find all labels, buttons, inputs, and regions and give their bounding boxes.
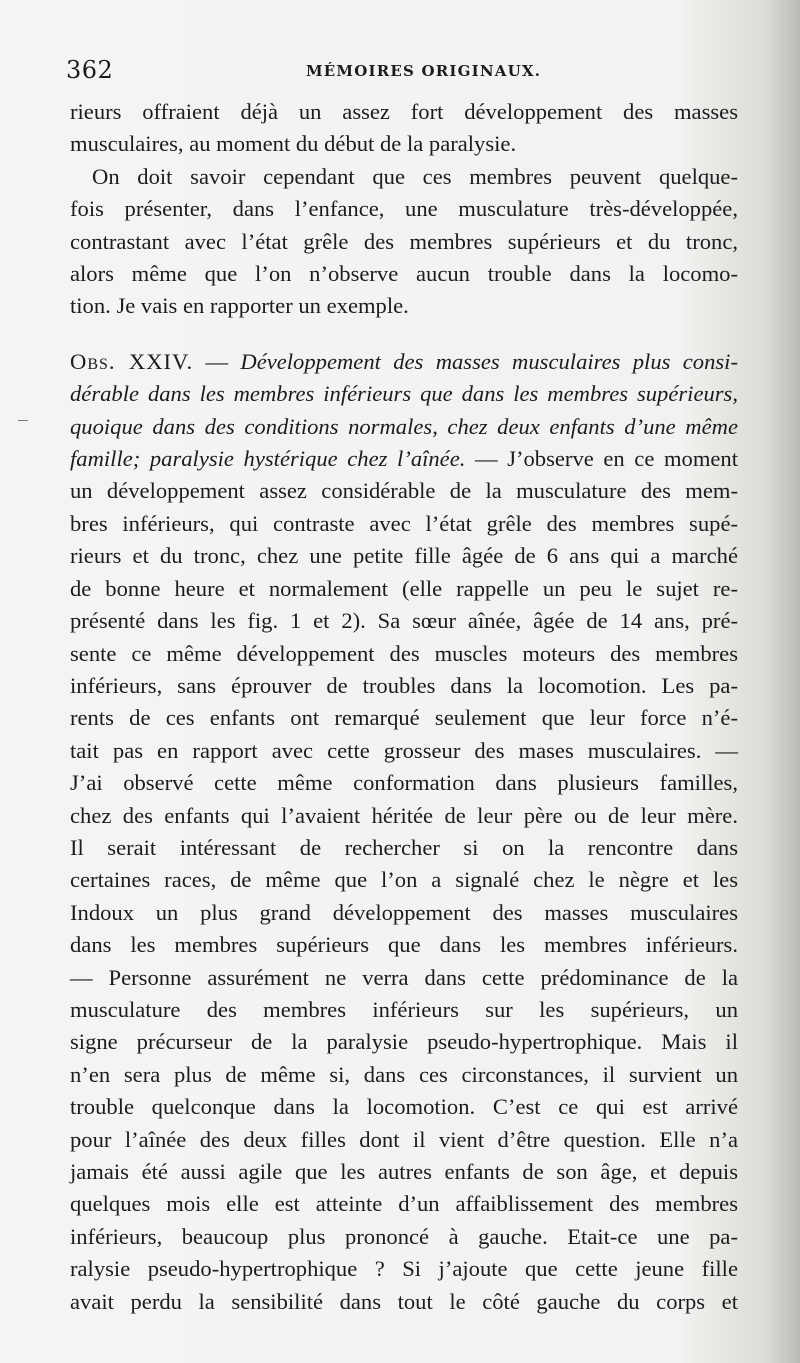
text-line: — Personne assurément ne verra dans cette prédominance de la bbox=[70, 964, 738, 990]
observation-dash: — bbox=[193, 348, 241, 374]
observation-title-line bbox=[70, 411, 738, 443]
text-line: musculaires, au moment du début de la paralysie. bbox=[70, 131, 517, 157]
running-head bbox=[66, 56, 742, 88]
text-line: sente ce même développement des muscles moteurs des membres bbox=[70, 640, 738, 666]
observation-text: — J’observe en ce moment bbox=[465, 446, 738, 472]
observation-title-line bbox=[70, 378, 738, 410]
observation-title-line bbox=[70, 443, 738, 475]
text-line: tait pas en rapport avec cette grosseur des mases musculaires. — bbox=[70, 737, 738, 763]
text-line: ralysie pseudo-hypertrophique ? Si j’ajoute que cette jeune fille bbox=[70, 1256, 738, 1282]
paragraph-gap bbox=[70, 323, 738, 346]
observation-title: famille; paralysie hystérique chez l’aînée. bbox=[70, 446, 466, 472]
text-line: pour l’aînée des deux filles dont il vient d’être question. Elle n’a bbox=[70, 1126, 738, 1152]
observation-title: quoique dans des conditions normales, chez deux enfants d’une même bbox=[70, 413, 738, 439]
observation-label: Obs. XXIV. bbox=[70, 348, 194, 374]
text-line: avait perdu la sensibilité dans tout le côté gauche du corps et bbox=[70, 1288, 738, 1314]
text-line: jamais été aussi agile que les autres enfants de son âge, et depuis bbox=[70, 1159, 738, 1184]
text-line: inférieurs, beaucoup plus prononcé à gauche. Etait-ce une pa- bbox=[70, 1223, 738, 1249]
text-line: rieurs et du tronc, chez une petite fille âgée de 6 ans qui a marché bbox=[70, 543, 738, 569]
text-line: dans les membres supérieurs que dans les membres inférieurs. bbox=[70, 932, 738, 958]
text-line: rieurs offraient déjà un assez fort développement des masses bbox=[70, 99, 738, 124]
text-line: musculature des membres inférieurs sur les supérieurs, un bbox=[70, 996, 738, 1022]
body-text bbox=[70, 96, 738, 1318]
text-line: quelques mois elle est atteinte d’un affaiblissement des membres bbox=[70, 1191, 738, 1217]
text-line: certaines races, de même que l’on a signalé chez le nègre et les bbox=[70, 867, 738, 893]
text-line: On doit savoir cependant que ces membres peuvent quelque- bbox=[92, 163, 738, 189]
page-number: 362 bbox=[66, 56, 114, 84]
text-line: un développement assez considérable de la musculature des mem- bbox=[70, 478, 738, 504]
text-line: bres inférieurs, qui contraste avec l’état grêle des membres supé- bbox=[70, 510, 738, 536]
text-line: présenté dans les fig. 1 et 2). Sa sœur aînée, âgée de 14 ans, pré- bbox=[70, 608, 738, 634]
observation-title: dérable dans les membres inférieurs que dans les membres supérieurs, bbox=[70, 381, 738, 407]
text-line: contrastant avec l’état grêle des membres supérieurs et du tronc, bbox=[70, 228, 738, 254]
observation-title: Développement des masses musculaires plus consi- bbox=[240, 348, 738, 374]
text-line: de bonne heure et normalement (elle rappelle un peu le sujet re- bbox=[70, 575, 738, 601]
margin-mark bbox=[18, 420, 28, 421]
text-line: inférieurs, sans éprouver de troubles dans la locomotion. Les pa- bbox=[70, 672, 738, 698]
text-line: signe précurseur de la paralysie pseudo-hypertrophique. Mais il bbox=[70, 1029, 738, 1055]
text-line: chez des enfants qui l’avaient héritée de leur père ou de leur mère. bbox=[70, 802, 738, 828]
observation-heading bbox=[70, 346, 738, 378]
text-line: rents de ces enfants ont remarqué seulement que leur force n’é- bbox=[70, 705, 738, 731]
text-line: alors même que l’on n’observe aucun trouble dans la locomo- bbox=[70, 261, 738, 287]
text-line: n’en sera plus de même si, dans ces circonstances, il survient un bbox=[70, 1061, 738, 1087]
text-line: Indoux un plus grand développement des masses musculaires bbox=[70, 899, 738, 925]
text-line: tion. Je vais en rapporter un exemple. bbox=[70, 293, 409, 319]
running-title: MÉMOIRES ORIGINAUX. bbox=[306, 62, 542, 80]
text-line: J’ai observé cette même conformation dans plusieurs familles, bbox=[70, 770, 738, 796]
text-line: fois présenter, dans l’enfance, une musculature très-développée, bbox=[70, 196, 738, 222]
text-line: trouble quelconque dans la locomotion. C’est ce qui est arrivé bbox=[70, 1094, 738, 1120]
text-line: Il serait intéressant de rechercher si on la rencontre dans bbox=[70, 834, 738, 860]
